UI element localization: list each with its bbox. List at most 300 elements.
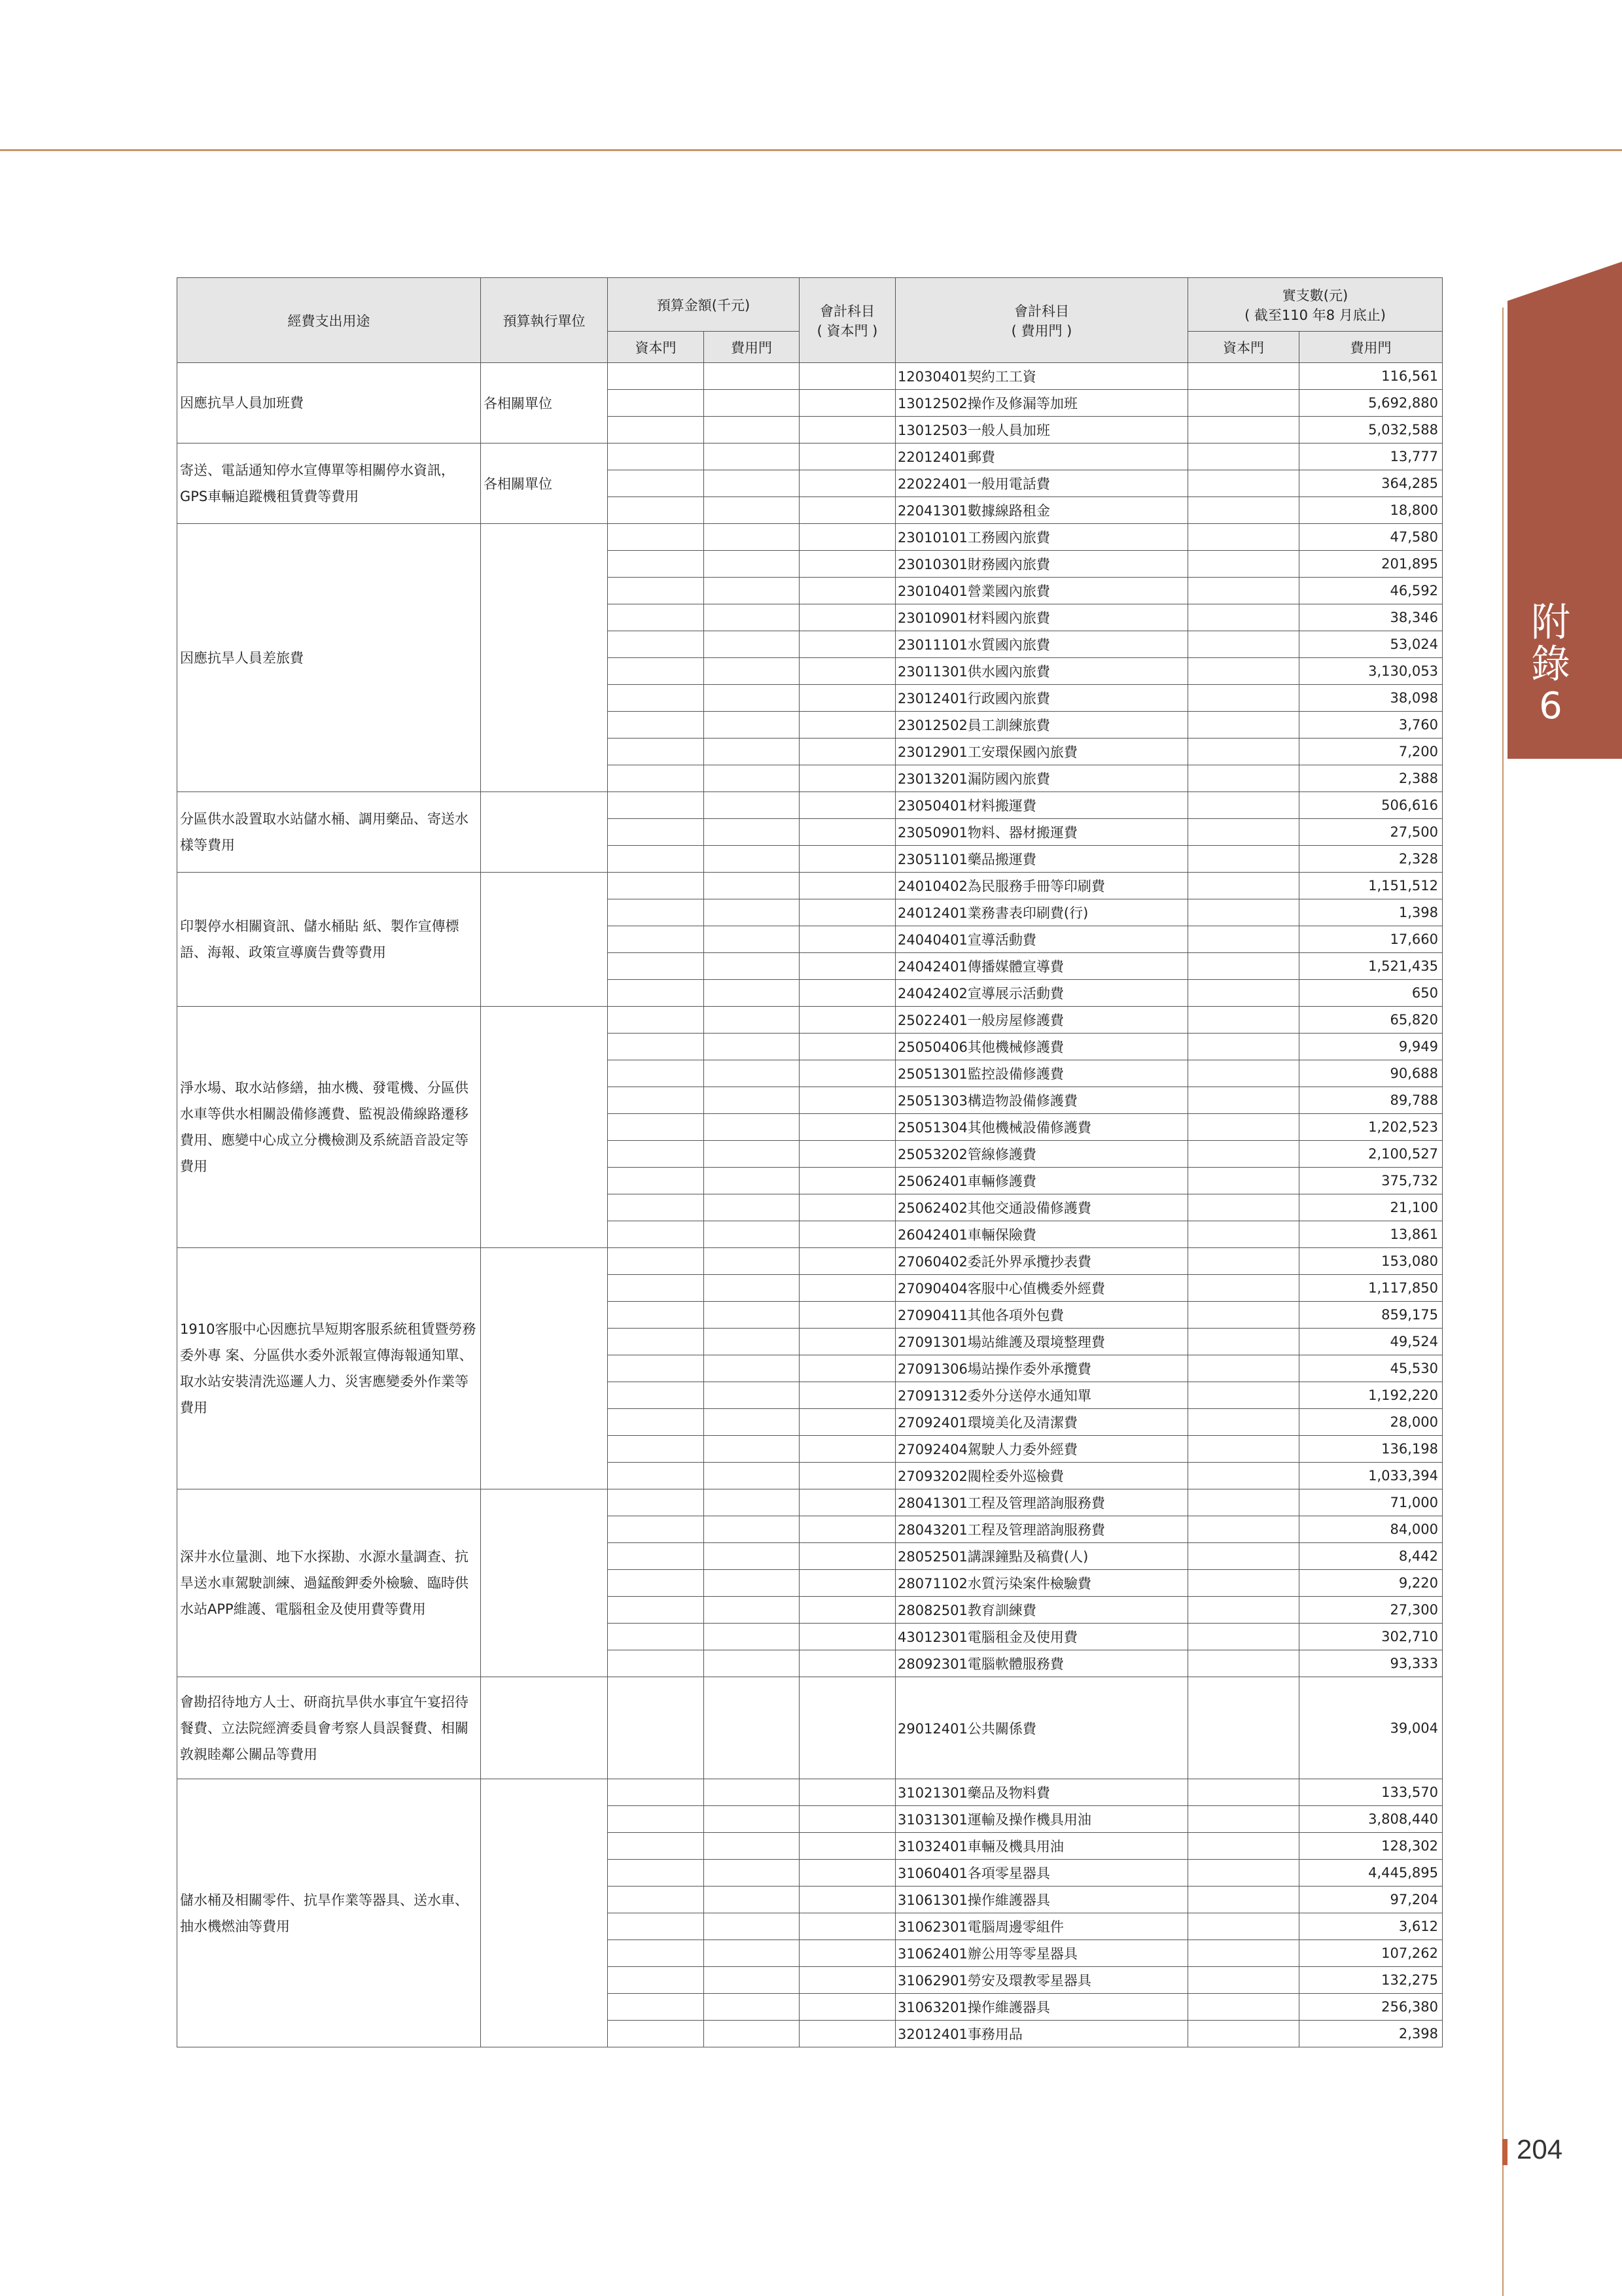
budget-expense-cell <box>704 685 800 712</box>
account-capital-cell <box>800 899 896 926</box>
account-capital-cell <box>800 631 896 658</box>
actual-capital-cell <box>1188 1806 1299 1833</box>
budget-expense-cell <box>704 980 800 1007</box>
account-expense-cell: 23010301財務國內旅費 <box>896 551 1188 578</box>
top-rule <box>0 149 1622 151</box>
budget-capital-cell <box>608 819 704 846</box>
account-expense-cell: 31032401車輛及機具用油 <box>896 1833 1188 1860</box>
account-expense-cell: 31063201操作維護器具 <box>896 1994 1188 2021</box>
budget-expense-cell <box>704 792 800 819</box>
budget-capital-cell <box>608 2021 704 2047</box>
account-expense-cell: 22012401郵費 <box>896 444 1188 470</box>
budget-capital-cell <box>608 1114 704 1141</box>
budget-expense-cell <box>704 658 800 685</box>
actual-expense-cell: 2,100,527 <box>1299 1141 1443 1168</box>
account-expense-cell: 28082501教育訓練費 <box>896 1597 1188 1624</box>
account-capital-cell <box>800 497 896 524</box>
table-row <box>177 1007 1443 1034</box>
budget-expense-cell <box>704 417 800 444</box>
budget-expense-cell <box>704 1221 800 1248</box>
actual-capital-cell <box>1188 739 1299 765</box>
budget-capital-cell <box>608 899 704 926</box>
account-expense-cell: 24042401傳播媒體宣導費 <box>896 953 1188 980</box>
budget-capital-cell <box>608 1141 704 1168</box>
actual-capital-cell <box>1188 470 1299 497</box>
account-capital-cell <box>800 1650 896 1677</box>
budget-expense-cell <box>704 926 800 953</box>
budget-expense-cell <box>704 1302 800 1329</box>
account-capital-cell <box>800 846 896 873</box>
purpose-cell: 因應抗旱人員差旅費 <box>177 524 481 792</box>
budget-expense-cell <box>704 1141 800 1168</box>
budget-expense-cell <box>704 390 800 417</box>
budget-capital-cell <box>608 926 704 953</box>
account-capital-cell <box>800 2021 896 2047</box>
actual-expense-cell: 47,580 <box>1299 524 1443 551</box>
actual-expense-cell: 13,777 <box>1299 444 1443 470</box>
account-capital-cell <box>800 1194 896 1221</box>
actual-expense-cell: 38,346 <box>1299 604 1443 631</box>
actual-capital-cell <box>1188 524 1299 551</box>
actual-expense-cell: 9,949 <box>1299 1034 1443 1060</box>
budget-expense-cell <box>704 765 800 792</box>
actual-expense-cell: 17,660 <box>1299 926 1443 953</box>
actual-capital-cell <box>1188 1463 1299 1489</box>
budget-capital-cell <box>608 1624 704 1650</box>
account-expense-cell: 25022401一般房屋修護費 <box>896 1007 1188 1034</box>
purpose-cell: 深井水位量測、地下水探勘、水源水量調查、抗旱送水車駕駛訓練、過錳酸鉀委外檢驗、臨時供水站APP維護、電腦租金及使用費等費用 <box>177 1489 481 1677</box>
actual-expense-cell: 13,861 <box>1299 1221 1443 1248</box>
budget-capital-cell <box>608 1994 704 2021</box>
budget-expense-cell <box>704 819 800 846</box>
budget-capital-cell <box>608 390 704 417</box>
budget-capital-cell <box>608 497 704 524</box>
appendix-label-number: 6 <box>1539 685 1562 727</box>
budget-expense-cell <box>704 1516 800 1543</box>
actual-capital-cell <box>1188 444 1299 470</box>
account-expense-cell: 25062401車輛修護費 <box>896 1168 1188 1194</box>
budget-expense-cell <box>704 1034 800 1060</box>
actual-expense-cell: 4,445,895 <box>1299 1860 1443 1887</box>
account-capital-cell <box>800 1409 896 1436</box>
budget-expense-cell <box>704 1409 800 1436</box>
budget-expense-cell <box>704 1489 800 1516</box>
account-capital-cell <box>800 765 896 792</box>
account-expense-cell: 24010402為民服務手冊等印刷費 <box>896 873 1188 899</box>
actual-capital-cell <box>1188 1087 1299 1114</box>
actual-expense-cell: 71,000 <box>1299 1489 1443 1516</box>
unit-cell <box>481 1248 608 1489</box>
budget-capital-cell <box>608 712 704 739</box>
budget-capital-cell <box>608 1275 704 1302</box>
account-expense-cell: 12030401契約工工資 <box>896 363 1188 390</box>
account-expense-cell: 13012503一般人員加班 <box>896 417 1188 444</box>
budget-capital-cell <box>608 1302 704 1329</box>
unit-cell <box>481 873 608 1007</box>
budget-capital-cell <box>608 1007 704 1034</box>
budget-expense-cell <box>704 470 800 497</box>
budget-capital-cell <box>608 444 704 470</box>
account-capital-cell <box>800 1913 896 1940</box>
table-row <box>177 1248 1443 1275</box>
actual-expense-cell: 302,710 <box>1299 1624 1443 1650</box>
budget-capital-cell <box>608 470 704 497</box>
actual-expense-cell: 859,175 <box>1299 1302 1443 1329</box>
account-capital-cell <box>800 1141 896 1168</box>
account-capital-cell <box>800 1624 896 1650</box>
header-budget-expense: 費用門 <box>704 332 800 363</box>
header-unit: 預算執行單位 <box>481 278 608 363</box>
budget-expense-cell <box>704 1597 800 1624</box>
actual-capital-cell <box>1188 899 1299 926</box>
account-capital-cell <box>800 578 896 604</box>
unit-cell <box>481 1677 608 1779</box>
account-capital-cell <box>800 792 896 819</box>
actual-expense-cell: 506,616 <box>1299 792 1443 819</box>
account-capital-cell <box>800 953 896 980</box>
actual-expense-cell: 93,333 <box>1299 1650 1443 1677</box>
actual-expense-cell: 5,692,880 <box>1299 390 1443 417</box>
actual-capital-cell <box>1188 1302 1299 1329</box>
account-capital-cell <box>800 1382 896 1409</box>
account-expense-cell: 25051303構造物設備修護費 <box>896 1087 1188 1114</box>
budget-capital-cell <box>608 1087 704 1114</box>
header-account-capital <box>800 278 896 363</box>
budget-expense-cell <box>704 1463 800 1489</box>
budget-capital-cell <box>608 1516 704 1543</box>
actual-expense-cell: 7,200 <box>1299 739 1443 765</box>
budget-capital-cell <box>608 1060 704 1087</box>
account-expense-cell: 25051301監控設備修護費 <box>896 1060 1188 1087</box>
budget-capital-cell <box>608 658 704 685</box>
actual-capital-cell <box>1188 1940 1299 1967</box>
budget-capital-cell <box>608 1860 704 1887</box>
account-capital-cell <box>800 819 896 846</box>
account-capital-cell <box>800 1087 896 1114</box>
actual-expense-cell: 201,895 <box>1299 551 1443 578</box>
account-capital-cell <box>800 1806 896 1833</box>
actual-expense-cell: 18,800 <box>1299 497 1443 524</box>
account-capital-cell <box>800 1677 896 1779</box>
account-expense-cell: 24012401業務書表印刷費(行) <box>896 899 1188 926</box>
budget-expense-cell <box>704 1860 800 1887</box>
budget-expense-cell <box>704 1329 800 1355</box>
actual-capital-cell <box>1188 1248 1299 1275</box>
budget-capital-cell <box>608 953 704 980</box>
actual-expense-cell: 5,032,588 <box>1299 417 1443 444</box>
budget-capital-cell <box>608 1570 704 1597</box>
actual-expense-cell: 39,004 <box>1299 1677 1443 1779</box>
budget-expense-cell <box>704 1940 800 1967</box>
actual-capital-cell <box>1188 873 1299 899</box>
account-expense-cell: 32012401事務用品 <box>896 2021 1188 2047</box>
budget-expense-cell <box>704 551 800 578</box>
account-expense-cell: 43012301電腦租金及使用費 <box>896 1624 1188 1650</box>
budget-capital-cell <box>608 1436 704 1463</box>
budget-expense-cell <box>704 1060 800 1087</box>
budget-expense-cell <box>704 1436 800 1463</box>
account-capital-cell <box>800 685 896 712</box>
budget-expense-cell <box>704 444 800 470</box>
budget-expense-cell <box>704 604 800 631</box>
actual-capital-cell <box>1188 926 1299 953</box>
budget-expense-cell <box>704 846 800 873</box>
actual-expense-cell: 89,788 <box>1299 1087 1443 1114</box>
actual-capital-cell <box>1188 658 1299 685</box>
actual-expense-cell: 84,000 <box>1299 1516 1443 1543</box>
budget-capital-cell <box>608 551 704 578</box>
account-capital-cell <box>800 1060 896 1087</box>
account-expense-cell: 27091301場站維護及環境整理費 <box>896 1329 1188 1355</box>
actual-capital-cell <box>1188 1168 1299 1194</box>
actual-capital-cell <box>1188 2021 1299 2047</box>
table-header <box>177 278 1443 363</box>
account-capital-cell <box>800 1967 896 1994</box>
budget-capital-cell <box>608 1887 704 1913</box>
actual-expense-cell: 1,151,512 <box>1299 873 1443 899</box>
budget-capital-cell <box>608 363 704 390</box>
actual-expense-cell: 65,820 <box>1299 1007 1443 1034</box>
account-expense-cell: 27090411其他各項外包費 <box>896 1302 1188 1329</box>
budget-expense-cell <box>704 1570 800 1597</box>
account-expense-cell: 31062901勞安及環教零星器具 <box>896 1967 1188 1994</box>
actual-expense-cell: 1,521,435 <box>1299 953 1443 980</box>
actual-capital-cell <box>1188 1007 1299 1034</box>
account-expense-cell: 31021301藥品及物料費 <box>896 1779 1188 1806</box>
account-expense-cell: 31062301電腦周邊零組件 <box>896 1913 1188 1940</box>
actual-capital-cell <box>1188 497 1299 524</box>
budget-expense-cell <box>704 1650 800 1677</box>
budget-expense-cell <box>704 1887 800 1913</box>
budget-expense-cell <box>704 1355 800 1382</box>
account-expense-cell: 13012502操作及修漏等加班 <box>896 390 1188 417</box>
actual-capital-cell <box>1188 1967 1299 1994</box>
account-expense-cell: 27091306場站操作委外承攬費 <box>896 1355 1188 1382</box>
account-capital-cell <box>800 1833 896 1860</box>
unit-cell <box>481 1489 608 1677</box>
actual-capital-cell <box>1188 1114 1299 1141</box>
table-row <box>177 1677 1443 1779</box>
table-row <box>177 444 1443 470</box>
budget-capital-cell <box>608 1677 704 1779</box>
account-capital-cell <box>800 604 896 631</box>
account-capital-cell <box>800 1007 896 1034</box>
actual-expense-cell: 256,380 <box>1299 1994 1443 2021</box>
account-expense-cell: 24040401宣導活動費 <box>896 926 1188 953</box>
actual-capital-cell <box>1188 1913 1299 1940</box>
account-expense-cell: 28092301電腦軟體服務費 <box>896 1650 1188 1677</box>
actual-capital-cell <box>1188 765 1299 792</box>
actual-expense-cell: 49,524 <box>1299 1329 1443 1355</box>
table-row <box>177 1779 1443 1806</box>
account-expense-cell: 28043201工程及管理諮詢服務費 <box>896 1516 1188 1543</box>
budget-capital-cell <box>608 1329 704 1355</box>
actual-capital-cell <box>1188 1677 1299 1779</box>
account-expense-cell: 22041301數據線路租金 <box>896 497 1188 524</box>
header-actual <box>1188 278 1443 332</box>
budget-expense-cell <box>704 1007 800 1034</box>
header-account-expense-line1: 會計科目 <box>1014 303 1069 319</box>
budget-capital-cell <box>608 1248 704 1275</box>
account-capital-cell <box>800 1543 896 1570</box>
table-row <box>177 1489 1443 1516</box>
account-capital-cell <box>800 1994 896 2021</box>
account-expense-cell: 26042401車輛保險費 <box>896 1221 1188 1248</box>
header-actual-capital: 資本門 <box>1188 332 1299 363</box>
actual-capital-cell <box>1188 1034 1299 1060</box>
budget-expense-cell <box>704 1677 800 1779</box>
budget-capital-cell <box>608 604 704 631</box>
budget-capital-cell <box>608 1034 704 1060</box>
actual-expense-cell: 1,117,850 <box>1299 1275 1443 1302</box>
budget-expense-cell <box>704 873 800 899</box>
actual-expense-cell: 107,262 <box>1299 1940 1443 1967</box>
account-expense-cell: 27090404客服中心值機委外經費 <box>896 1275 1188 1302</box>
account-capital-cell <box>800 470 896 497</box>
actual-expense-cell: 97,204 <box>1299 1887 1443 1913</box>
actual-capital-cell <box>1188 551 1299 578</box>
actual-capital-cell <box>1188 1779 1299 1806</box>
actual-capital-cell <box>1188 1329 1299 1355</box>
header-budget: 預算金額(千元) <box>608 278 800 332</box>
account-capital-cell <box>800 417 896 444</box>
purpose-cell: 分區供水設置取水站儲水桶、調用藥品、寄送水樣等費用 <box>177 792 481 873</box>
actual-expense-cell: 3,808,440 <box>1299 1806 1443 1833</box>
actual-expense-cell: 90,688 <box>1299 1060 1443 1087</box>
actual-capital-cell <box>1188 417 1299 444</box>
budget-capital-cell <box>608 631 704 658</box>
account-capital-cell <box>800 1275 896 1302</box>
actual-capital-cell <box>1188 578 1299 604</box>
account-expense-cell: 27092404駕駛人力委外經費 <box>896 1436 1188 1463</box>
account-capital-cell <box>800 739 896 765</box>
budget-expense-cell <box>704 1168 800 1194</box>
budget-expense-cell <box>704 899 800 926</box>
actual-expense-cell: 1,398 <box>1299 899 1443 926</box>
purpose-cell: 1910客服中心因應抗旱短期客服系統租賃暨勞務委外專 案、分區供水委外派報宣傳海報通知單、取水站安裝清洗巡邏人力、災害應變委外作業等費用 <box>177 1248 481 1489</box>
account-capital-cell <box>800 1168 896 1194</box>
account-capital-cell <box>800 1221 896 1248</box>
account-capital-cell <box>800 1436 896 1463</box>
budget-expense-cell <box>704 739 800 765</box>
budget-expense-cell <box>704 1624 800 1650</box>
unit-cell: 各相關單位 <box>481 444 608 524</box>
actual-capital-cell <box>1188 819 1299 846</box>
actual-capital-cell <box>1188 1833 1299 1860</box>
account-capital-cell <box>800 1779 896 1806</box>
budget-capital-cell <box>608 765 704 792</box>
actual-capital-cell <box>1188 1543 1299 1570</box>
account-expense-cell: 23010401營業國內旅費 <box>896 578 1188 604</box>
purpose-cell: 寄送、電話通知停水宣傳單等相關停水資訊，GPS車輛追蹤機租賃費等費用 <box>177 444 481 524</box>
appendix-side-label <box>1518 602 1583 727</box>
actual-expense-cell: 45,530 <box>1299 1355 1443 1382</box>
account-capital-cell <box>800 1570 896 1597</box>
header-account-expense-line2: ( 費用門 ) <box>1011 322 1072 339</box>
budget-capital-cell <box>608 1650 704 1677</box>
budget-expense-cell <box>704 1994 800 2021</box>
budget-capital-cell <box>608 846 704 873</box>
actual-capital-cell <box>1188 390 1299 417</box>
header-actual-expense: 費用門 <box>1299 332 1443 363</box>
budget-capital-cell <box>608 1221 704 1248</box>
budget-expense-cell <box>704 578 800 604</box>
actual-capital-cell <box>1188 953 1299 980</box>
purpose-cell: 因應抗旱人員加班費 <box>177 363 481 444</box>
budget-capital-cell <box>608 1489 704 1516</box>
account-capital-cell <box>800 1516 896 1543</box>
actual-capital-cell <box>1188 1141 1299 1168</box>
budget-expense-cell <box>704 1382 800 1409</box>
actual-expense-cell: 27,300 <box>1299 1597 1443 1624</box>
actual-capital-cell <box>1188 1860 1299 1887</box>
actual-capital-cell <box>1188 631 1299 658</box>
budget-capital-cell <box>608 1597 704 1624</box>
account-expense-cell: 27091312委外分送停水通知單 <box>896 1382 1188 1409</box>
account-capital-cell <box>800 524 896 551</box>
account-expense-cell: 23013201漏防國內旅費 <box>896 765 1188 792</box>
account-expense-cell: 28041301工程及管理諮詢服務費 <box>896 1489 1188 1516</box>
budget-expense-cell <box>704 953 800 980</box>
actual-expense-cell: 375,732 <box>1299 1168 1443 1194</box>
account-capital-cell <box>800 980 896 1007</box>
actual-capital-cell <box>1188 846 1299 873</box>
account-capital-cell <box>800 873 896 899</box>
budget-expense-cell <box>704 1543 800 1570</box>
account-expense-cell: 27093202閥栓委外巡檢費 <box>896 1463 1188 1489</box>
actual-capital-cell <box>1188 1994 1299 2021</box>
account-expense-cell: 22022401一般用電話費 <box>896 470 1188 497</box>
budget-expense-cell <box>704 524 800 551</box>
unit-cell <box>481 1007 608 1248</box>
account-capital-cell <box>800 1489 896 1516</box>
budget-expense-cell <box>704 1779 800 1806</box>
header-purpose: 經費支出用途 <box>177 278 481 363</box>
header-budget-capital: 資本門 <box>608 332 704 363</box>
account-capital-cell <box>800 1034 896 1060</box>
actual-expense-cell: 2,388 <box>1299 765 1443 792</box>
header-actual-line1: 實支數(元) <box>1282 287 1349 304</box>
actual-expense-cell: 28,000 <box>1299 1409 1443 1436</box>
actual-capital-cell <box>1188 1597 1299 1624</box>
actual-capital-cell <box>1188 363 1299 390</box>
table-row <box>177 524 1443 551</box>
account-expense-cell: 31031301運輸及操作機具用油 <box>896 1806 1188 1833</box>
budget-capital-cell <box>608 1409 704 1436</box>
actual-expense-cell: 8,442 <box>1299 1543 1443 1570</box>
actual-capital-cell <box>1188 1624 1299 1650</box>
budget-expense-cell <box>704 1833 800 1860</box>
unit-cell <box>481 792 608 873</box>
actual-capital-cell <box>1188 712 1299 739</box>
budget-capital-cell <box>608 1194 704 1221</box>
actual-capital-cell <box>1188 1650 1299 1677</box>
budget-capital-cell <box>608 1168 704 1194</box>
actual-expense-cell: 1,033,394 <box>1299 1463 1443 1489</box>
unit-cell <box>481 1779 608 2047</box>
header-account-capital-line1: 會計科目 <box>820 303 875 319</box>
account-capital-cell <box>800 1463 896 1489</box>
account-capital-cell <box>800 363 896 390</box>
budget-expense-cell <box>704 1087 800 1114</box>
account-expense-cell: 23010901材料國內旅費 <box>896 604 1188 631</box>
account-expense-cell: 23011101水質國內旅費 <box>896 631 1188 658</box>
actual-expense-cell: 21,100 <box>1299 1194 1443 1221</box>
table-row <box>177 792 1443 819</box>
actual-capital-cell <box>1188 1887 1299 1913</box>
actual-expense-cell: 2,328 <box>1299 846 1443 873</box>
account-expense-cell: 23050901物料、器材搬運費 <box>896 819 1188 846</box>
